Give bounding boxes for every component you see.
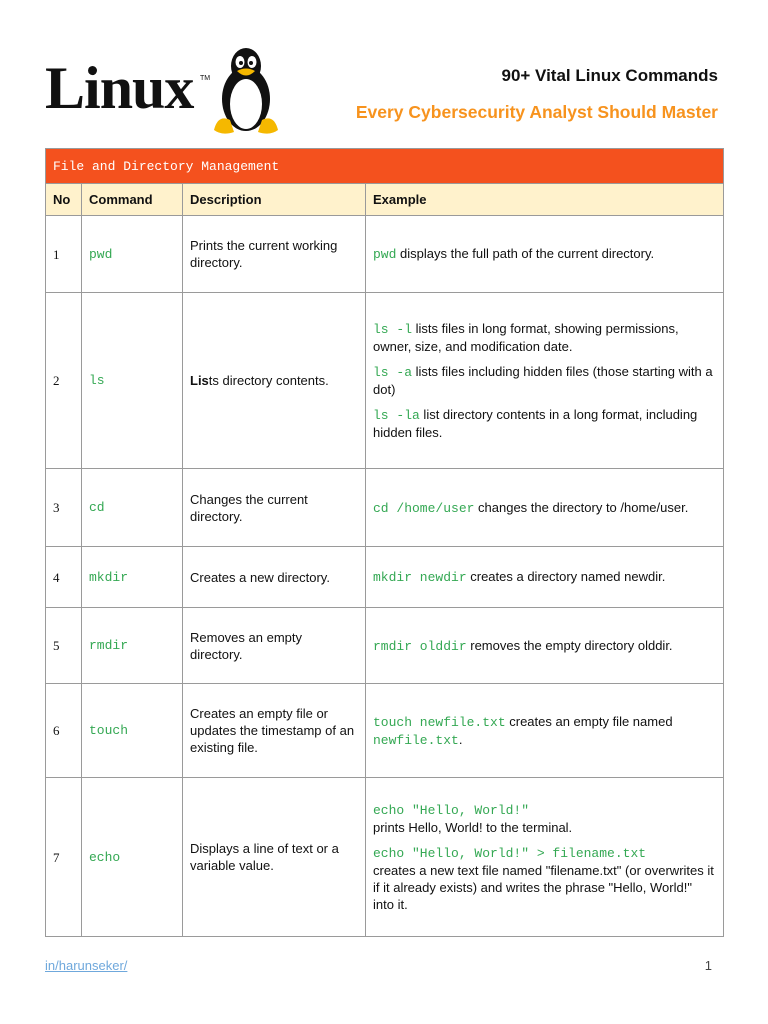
command-name: touch	[82, 684, 183, 778]
description-rest: ts directory contents.	[208, 373, 329, 388]
example-text: prints Hello, World! to the terminal.	[373, 820, 573, 835]
section-header-row	[46, 149, 724, 184]
example-code: ls -a	[373, 365, 413, 380]
column-header-row	[46, 184, 724, 216]
example-text: changes the directory to /home/user.	[474, 499, 689, 515]
example-code: echo "Hello, World!" > filename.txt	[373, 846, 647, 861]
table-row	[46, 778, 724, 937]
command-example	[366, 293, 724, 469]
document-subtitle: Every Cybersecurity Analyst Should Master	[355, 102, 718, 122]
command-example	[366, 684, 724, 778]
column-header-example: Example	[366, 184, 724, 216]
row-number: 5	[46, 608, 82, 684]
page-header	[0, 0, 768, 150]
table-row	[46, 684, 724, 778]
table-row	[46, 216, 724, 293]
command-name: pwd	[82, 216, 183, 293]
example-line	[373, 801, 716, 836]
column-header-command: Command	[82, 184, 183, 216]
example-text: creates a directory named newdir.	[466, 569, 666, 584]
linkedin-profile-link[interactable]: in/harunseker/	[45, 958, 128, 973]
table-row	[46, 469, 724, 547]
example-code: cd /home/user	[373, 500, 475, 516]
example-line	[373, 406, 716, 441]
column-header-no: No	[46, 184, 82, 216]
example-text: removes the empty directory olddir.	[466, 637, 673, 653]
table-row	[46, 547, 724, 608]
command-name: ls	[82, 293, 183, 469]
example-code: echo "Hello, World!"	[373, 803, 530, 818]
command-example	[366, 469, 724, 547]
row-number: 2	[46, 293, 82, 469]
example-code: newfile.txt	[373, 732, 459, 748]
command-description	[183, 293, 366, 469]
example-line	[373, 844, 716, 913]
command-description: Creates an empty file or updates the timestamp of an existing file.	[183, 684, 366, 778]
command-example	[366, 608, 724, 684]
command-description: Creates a new directory.	[183, 547, 366, 608]
page-number: 1	[704, 958, 712, 973]
example-text: creates a new text file named "filename.txt" (or overwrites it if it already exists) and writes the phrase "Hello, World!" into it.	[373, 863, 714, 912]
table-row	[46, 608, 724, 684]
command-name: mkdir	[82, 547, 183, 608]
row-number: 1	[46, 216, 82, 293]
document-title: 90+ Vital Linux Commands	[501, 66, 718, 85]
description-bold-part: Lis	[190, 373, 209, 388]
row-number: 7	[46, 778, 82, 937]
command-name: rmdir	[82, 608, 183, 684]
command-example	[366, 216, 724, 293]
linux-logo-text: Linux	[45, 55, 194, 121]
command-description: Removes an empty directory.	[183, 608, 366, 684]
section-title: File and Directory Management	[46, 149, 724, 184]
example-code: touch newfile.txt	[373, 714, 506, 730]
example-code: ls -l	[373, 322, 413, 337]
row-number: 3	[46, 469, 82, 547]
command-example	[366, 547, 724, 608]
command-description: Prints the current working directory.	[183, 216, 366, 293]
command-example	[366, 778, 724, 937]
example-text: .	[458, 731, 463, 747]
example-code: ls -la	[373, 408, 420, 423]
tux-penguin-icon	[210, 44, 282, 136]
column-header-description: Description	[183, 184, 366, 216]
example-text: lists files including hidden files (those starting with a dot)	[373, 364, 713, 397]
command-description: Changes the current directory.	[183, 469, 366, 547]
example-text: lists files in long format, showing permissions, owner, size, and modification date.	[373, 321, 679, 354]
table-row	[46, 293, 724, 469]
command-name: cd	[82, 469, 183, 547]
example-code: rmdir olddir	[373, 638, 467, 654]
example-text: list directory contents in a long format, including hidden files.	[373, 407, 698, 440]
example-code: mkdir newdir	[373, 570, 467, 585]
row-number: 4	[46, 547, 82, 608]
commands-table	[45, 148, 724, 937]
command-description: Displays a line of text or a variable value.	[183, 778, 366, 937]
example-text: creates an empty file named	[505, 713, 673, 729]
trademark-mark: TM	[200, 75, 211, 82]
example-line	[373, 363, 716, 398]
command-name: echo	[82, 778, 183, 937]
example-code: pwd	[373, 247, 397, 262]
row-number: 6	[46, 684, 82, 778]
example-text: displays the full path of the current directory.	[396, 246, 655, 261]
example-line	[373, 320, 716, 355]
